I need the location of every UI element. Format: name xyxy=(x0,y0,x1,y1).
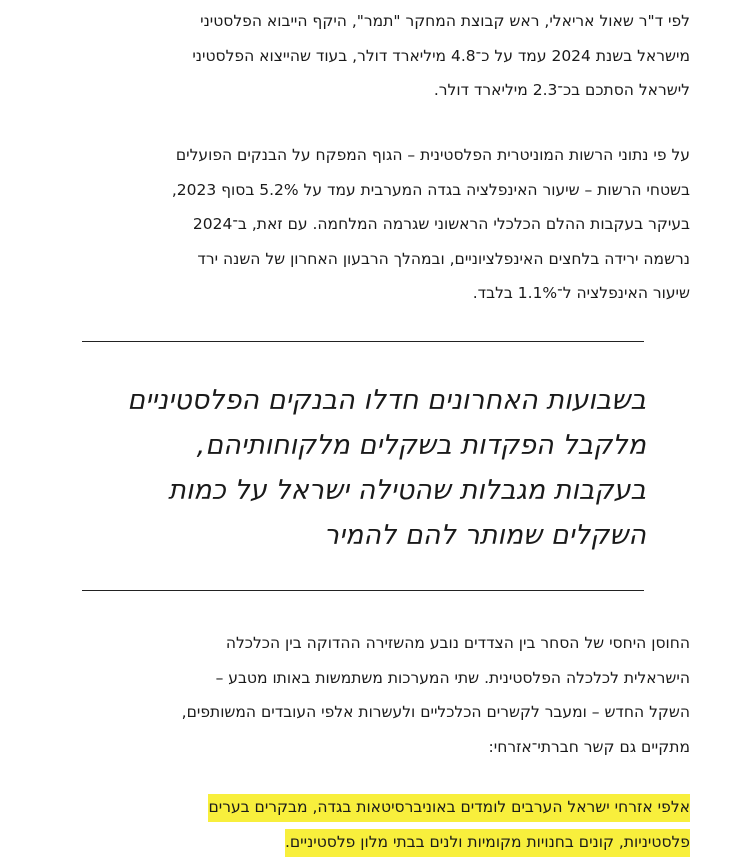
paragraph-line: הישראלית לכלכלה הפלסטינית. שתי המערכות משתמשות באותו מטבע – xyxy=(215,668,690,687)
pull-quote-line: השקלים שמותר להם להמיר xyxy=(323,520,646,551)
pullquote-bottom-divider xyxy=(82,590,644,591)
paragraph-line: בעיקר בעקבות ההלם הכלכלי הראשוני שגרמה המלחמה. עם זאת, ב־2024 xyxy=(192,215,690,233)
paragraph-line: בשטחי הרשות – שיעור האינפלציה בגדה המערבית עמד על 5.2% בסוף 2023, xyxy=(171,180,690,199)
highlight-mark: אלפי אזרחי ישראל הערבים לומדים באוניברסיטאות בגדה, מבקרים בערים xyxy=(208,794,690,822)
paragraph-line: מתקיים גם קשר חברתי־אזרחי: xyxy=(488,737,690,756)
paragraph-line: על פי נתוני הרשות המוניטרית הפלסטינית – הגוף המפקח על הבנקים הפועלים xyxy=(175,146,690,164)
article-paragraph xyxy=(40,138,690,311)
paragraph-line: לישראל הסתכם בכ־2.3 מיליארד דולר. xyxy=(433,81,690,99)
paragraph-line: מישראל בשנת 2024 עמד על כ־4.8 מיליארד דולר, בעוד שהייצוא הפלסטיני xyxy=(192,46,690,65)
article-paragraph xyxy=(40,4,690,108)
paragraph-line: שיעור האינפלציה ל־1.1% בלבד. xyxy=(472,284,690,302)
pull-quote-line: בעקבות מגבלות שהטילה ישראל על כמות xyxy=(168,475,646,506)
pull-quote xyxy=(70,378,646,558)
paragraph-line: החוסן היחסי של הסחר בין הצדדים נובע מהשזירה ההדוקה בין הכלכלה xyxy=(225,634,690,652)
paragraph-line: לפי ד"ר שאול אריאלי, ראש קבוצת המחקר "תמר", היקף הייבוא הפלסטיני xyxy=(200,12,690,30)
highlight-mark: פלסטיניות, קונים בחנויות מקומיות ולנים בבתי מלון פלסטיניים. xyxy=(285,829,690,857)
highlighted-line xyxy=(40,825,690,860)
paragraph-line: נרשמה ירידה בלחצים האינפלציוניים, ובמהלך הרבעון האחרון של השנה ירד xyxy=(197,249,690,268)
pullquote-top-divider xyxy=(82,341,644,342)
highlighted-paragraph xyxy=(40,790,690,859)
paragraph-line: השקל החדש – ומעבר לקשרים הכלכליים ולעשרות אלפי העובדים המשותפים, xyxy=(181,703,690,721)
highlighted-line xyxy=(40,790,690,825)
pull-quote-line: מלקבל הפקדות בשקלים מלקוחותיהם, xyxy=(196,430,646,461)
pull-quote-line: בשבועות האחרונים חדלו הבנקים הפלסטיניים xyxy=(127,385,646,416)
article-paragraph xyxy=(40,626,690,764)
